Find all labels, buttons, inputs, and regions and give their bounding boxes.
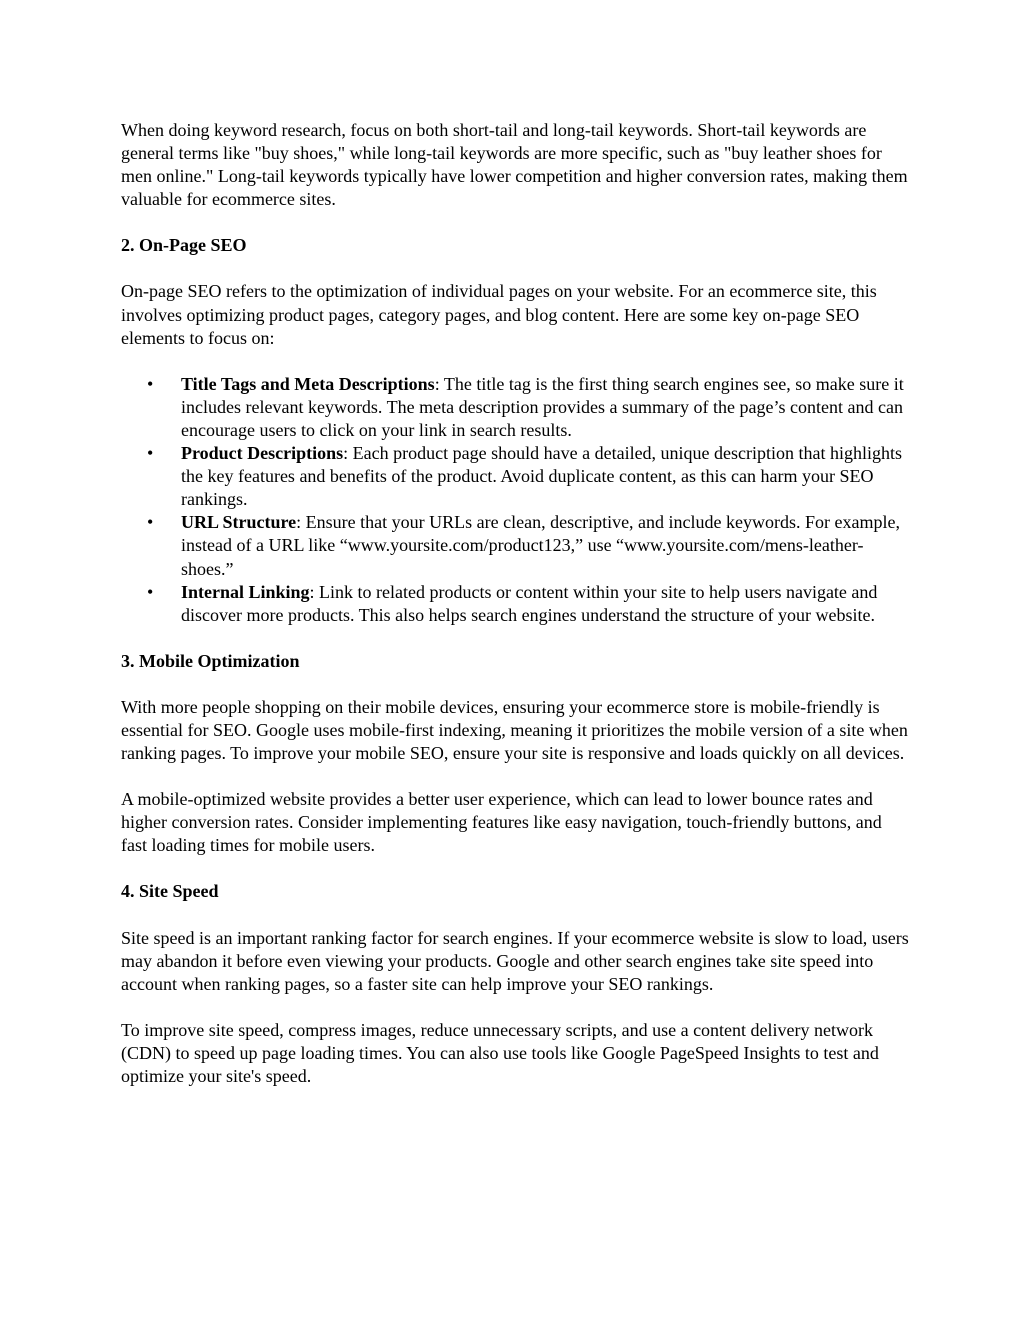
list-item-text: : Each product page should have a detailed, unique description that highlights the key features and benefits of the product. Avoid duplicate content, as this can harm your SEO rankings.: [181, 443, 903, 510]
bullet-icon: •: [147, 443, 154, 464]
list-item-text: : Link to related products or content within your site to help users navigate and discover more products. This also helps search engines understand the structure of your website.: [181, 581, 878, 625]
list-item: [147, 373, 911, 442]
list-item: [147, 511, 911, 580]
site-speed-paragraph-2: To improve site speed, compress images, reduce unnecessary scripts, and use a content delivery network (CDN) to speed up page loading times. You can also use tools like Google PageSpeed Insights to test and optimize your site's speed.: [121, 1019, 879, 1086]
list-item: [147, 581, 911, 627]
intro-paragraph: When doing keyword research, focus on both short-tail and long-tail keywords. Short-tail keywords are general terms like "buy shoes," while long-tail keywords are more specific, such as "buy leather shoes for men online." Long-tail keywords typically have lower competition and higher conversion rates, making them valuable for ecommerce sites.: [121, 120, 908, 210]
document-page: [121, 119, 911, 1111]
list-item-term: Title Tags and Meta Descriptions: [181, 373, 435, 394]
list-item: [147, 442, 911, 511]
mobile-paragraph-1: With more people shopping on their mobile devices, ensuring your ecommerce store is mobile-friendly is essential for SEO. Google uses mobile-first indexing, meaning it prioritizes the mobile version of a site when ranking pages. To improve your mobile SEO, ensure your site is responsive and loads quickly on all devices.: [121, 696, 908, 764]
list-item-term: Internal Linking: [181, 581, 310, 602]
bullet-icon: •: [147, 581, 154, 602]
mobile-paragraph-2: A mobile-optimized website provides a better user experience, which can lead to lower bounce rates and higher conversion rates. Consider implementing features like easy navigation, touch-friendly buttons, and fast loading times for mobile users.: [121, 789, 882, 856]
list-item-text: : Ensure that your URLs are clean, descriptive, and include keywords. For example, instead of a URL like “www.yoursite.com/product123,” use “www.yoursite.com/mens-leather-shoes.”: [181, 512, 900, 579]
site-speed-paragraph-1: Site speed is an important ranking factor for search engines. If your ecommerce website is slow to load, users may abandon it before even viewing your products. Google and other search engines take site speed into account when ranking pages, so a faster site can help improve your SEO rankings.: [121, 927, 909, 994]
bullet-icon: •: [147, 373, 154, 394]
list-item-term: Product Descriptions: [181, 443, 344, 464]
list-item-text: : The title tag is the first thing search engines see, so make sure it includes relevant keywords. The meta description provides a summary of the page’s content and can encourage users to click on your link in search results.: [181, 373, 904, 440]
heading-on-page-seo: 2. On-Page SEO: [121, 235, 247, 256]
on-page-seo-paragraph: On-page SEO refers to the optimization of individual pages on your website. For an ecommerce site, this involves optimizing product pages, category pages, and blog content. Here are some key on-page SEO elements to focus on:: [121, 281, 877, 348]
list-item-term: URL Structure: [181, 512, 297, 533]
heading-site-speed: 4. Site Speed: [121, 881, 219, 902]
on-page-seo-list: [121, 373, 911, 627]
bullet-icon: •: [147, 512, 154, 533]
heading-mobile-optimization: 3. Mobile Optimization: [121, 650, 300, 671]
